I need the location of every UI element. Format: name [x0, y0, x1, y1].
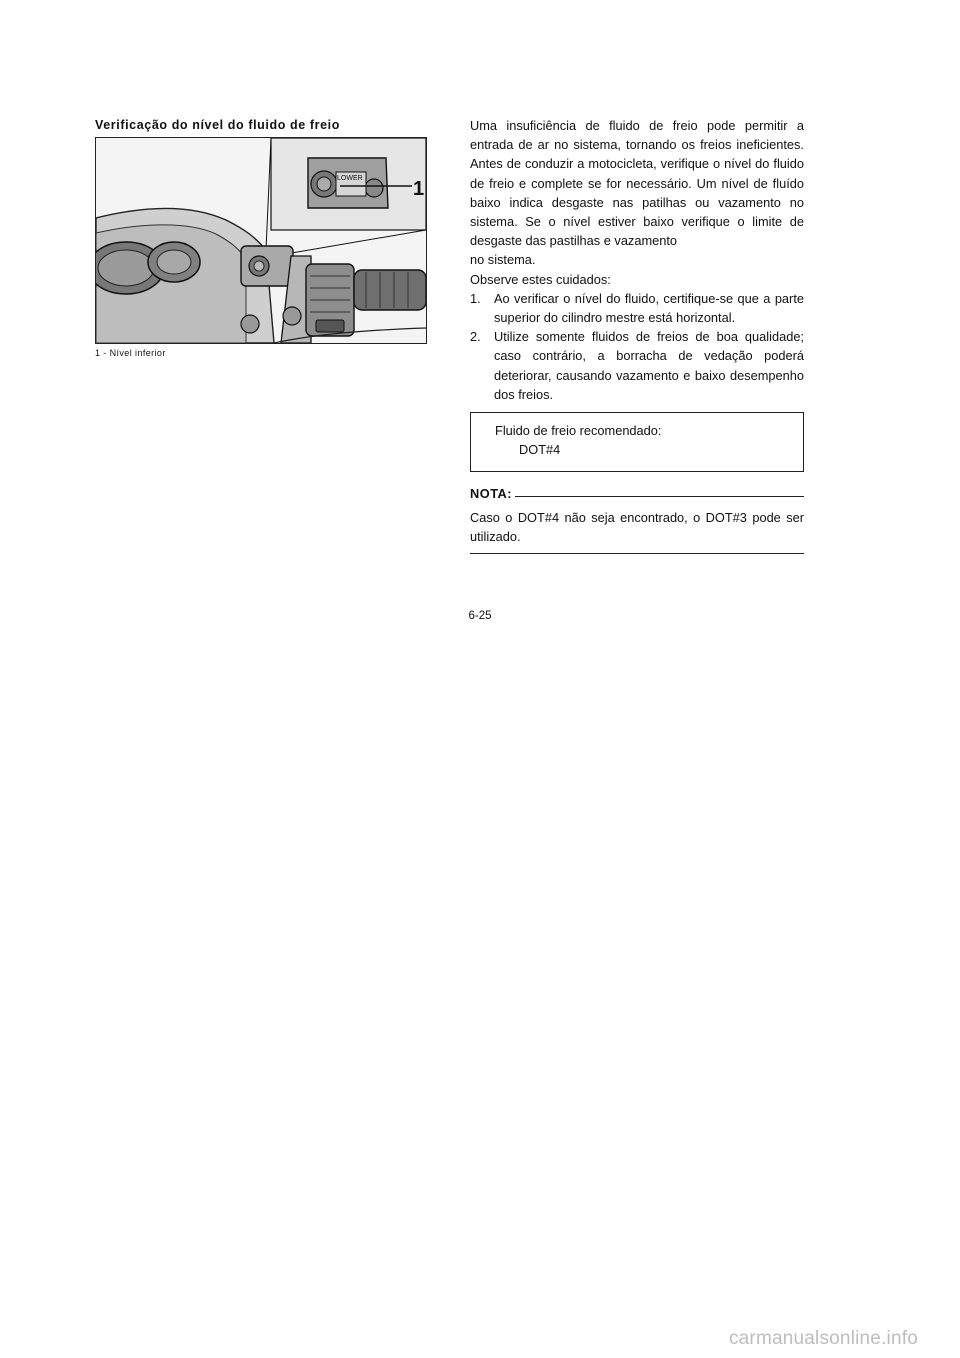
callout-number: 1 — [413, 178, 425, 200]
brake-reservoir-figure — [95, 137, 427, 344]
lower-mark-label: LOWER — [337, 175, 363, 182]
list-item — [470, 289, 804, 327]
list-item-text: Ao verificar o nível do fluido, certifique-se que a parte superior do cilindro mestre está horizontal. — [494, 290, 804, 326]
list-item-text: Utilize somente fluidos de freios de boa qualidade; caso contrário, a borracha de vedação poderá deteriorar, causando vazamento e baixo desempenho dos freios. — [494, 329, 804, 402]
section-heading: Verificação do nível do fluido de freio — [95, 118, 340, 132]
intro-paragraph: Uma insuficiência de fluido de freio pode permitir a entrada de ar no sistema, tornando os freios ineficientes. Antes de conduzir a motocicleta, verifique o nível do fluido de freio e complete se for necessário. Um nível de fluído baixo indica desgaste nas patilhas ou vazamento no sistema. Se o nível estiver baixo verifique o limite de desgaste das pastilhas e vazamento — [470, 118, 804, 249]
list-item — [470, 327, 804, 404]
note-header — [470, 484, 804, 503]
text-column — [470, 116, 804, 554]
watermark: carmanualsonline.info — [728, 1328, 918, 1349]
cautions-heading: Observe estes cuidados: — [470, 271, 611, 287]
figure-caption: 1 - Nível inferior — [95, 348, 166, 358]
handlebar-illustration — [96, 138, 426, 343]
note-label: NOTA: — [470, 486, 513, 502]
note-text: Caso o DOT#4 não seja encontrado, o DOT#3 pode ser utilizado. — [470, 509, 804, 544]
note-rule — [515, 496, 804, 497]
list-item-number: 1. — [470, 290, 481, 306]
figure-column — [95, 118, 427, 358]
intro-paragraph-end: no sistema. — [470, 252, 536, 268]
list-item-number: 2. — [470, 329, 481, 345]
spec-label: Fluido de freio recomendado: — [495, 423, 662, 439]
spec-box — [470, 412, 804, 472]
spec-value: DOT#4 — [519, 442, 561, 458]
note-end-rule — [470, 553, 804, 554]
page-number: 6-25 — [468, 610, 492, 622]
cautions-list — [470, 289, 804, 404]
